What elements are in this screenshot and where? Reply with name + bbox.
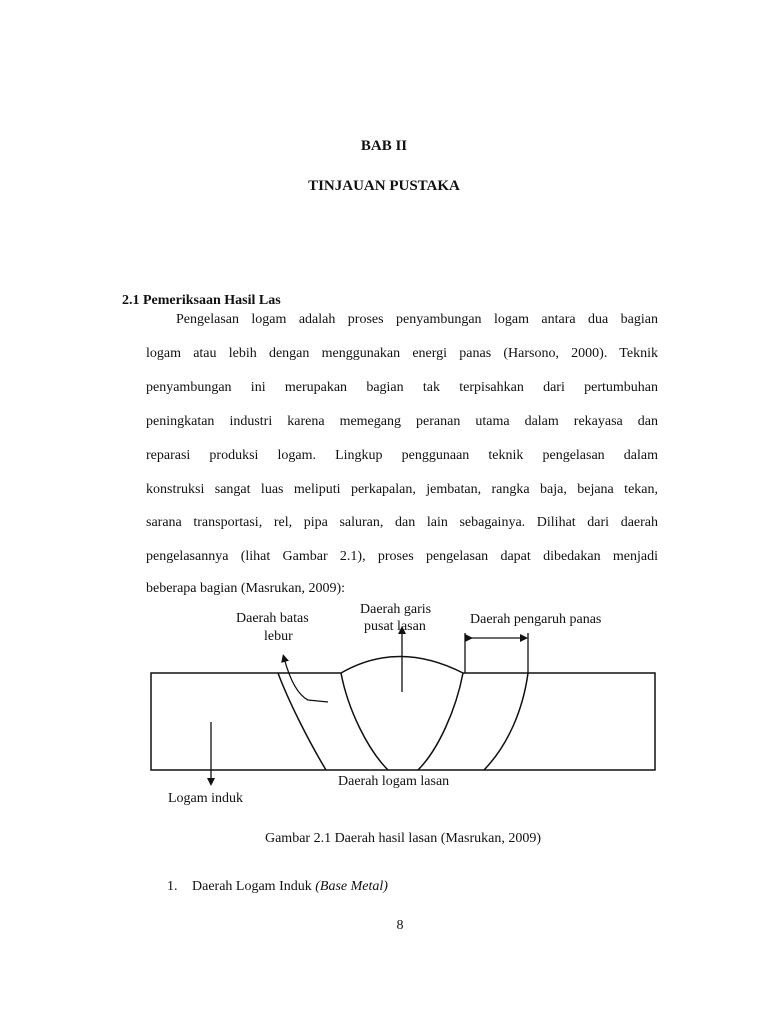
base-metal-outline bbox=[151, 657, 655, 771]
paragraph-line: logam atau lebih dengan menggunakan energi panas (Harsono, 2000). Teknik bbox=[146, 346, 658, 361]
label-fusion-boundary-1: Daerah batas bbox=[236, 611, 309, 626]
weld-metal-boundary-left bbox=[341, 673, 388, 770]
fusion-boundary-left bbox=[278, 673, 326, 770]
paragraph-line: konstruksi sangat luas meliputi perkapalan, jembatan, rangka baja, bejana tekan, bbox=[146, 482, 658, 497]
paragraph-line: pengelasannya (lihat Gambar 2.1), proses pengelasan dapat dibedakan menjadi bbox=[146, 549, 658, 564]
section-heading: 2.1 Pemeriksaan Hasil Las bbox=[122, 293, 281, 308]
list-item bbox=[167, 879, 388, 895]
label-weld-center-1: Daerah garis bbox=[360, 602, 432, 617]
list-text: Daerah Logam Induk bbox=[192, 879, 316, 894]
label-heat-affected-zone: Daerah pengaruh panas bbox=[470, 612, 602, 627]
label-fusion-boundary-2: lebur bbox=[264, 629, 293, 644]
label-weld-metal: Daerah logam lasan bbox=[338, 774, 450, 789]
weld-zone-figure bbox=[148, 600, 660, 815]
haz-boundary-right bbox=[484, 673, 528, 770]
paragraph-line: penyambungan ini merupakan bagian tak terpisahkan dari pertumbuhan bbox=[146, 380, 658, 395]
chapter-title: TINJAUAN PUSTAKA bbox=[308, 178, 460, 194]
paragraph-line: reparasi produksi logam. Lingkup penggunaan teknik pengelasan dalam bbox=[146, 448, 658, 463]
paragraph-line: beberapa bagian (Masrukan, 2009): bbox=[146, 581, 346, 596]
weld-metal-boundary-right bbox=[418, 673, 463, 770]
fusion-leader bbox=[284, 658, 328, 702]
label-base-metal: Logam induk bbox=[168, 791, 244, 806]
page-number: 8 bbox=[396, 918, 404, 933]
paragraph-line: Pengelasan logam adalah proses penyambungan logam antara dua bagian bbox=[176, 312, 658, 327]
list-number: 1. bbox=[167, 879, 178, 894]
chapter-number: BAB II bbox=[360, 138, 408, 154]
paragraph-line: peningkatan industri karena memegang peranan utama dalam rekayasa dan bbox=[146, 414, 658, 429]
figure-caption: Gambar 2.1 Daerah hasil lasan (Masrukan, 2009) bbox=[264, 831, 542, 846]
list-text-italic: (Base Metal) bbox=[315, 879, 388, 894]
paragraph-line: sarana transportasi, rel, pipa saluran, dan lain sebagainya. Dilihat dari daerah bbox=[146, 515, 658, 530]
label-weld-center-2: pusat lasan bbox=[364, 619, 426, 634]
